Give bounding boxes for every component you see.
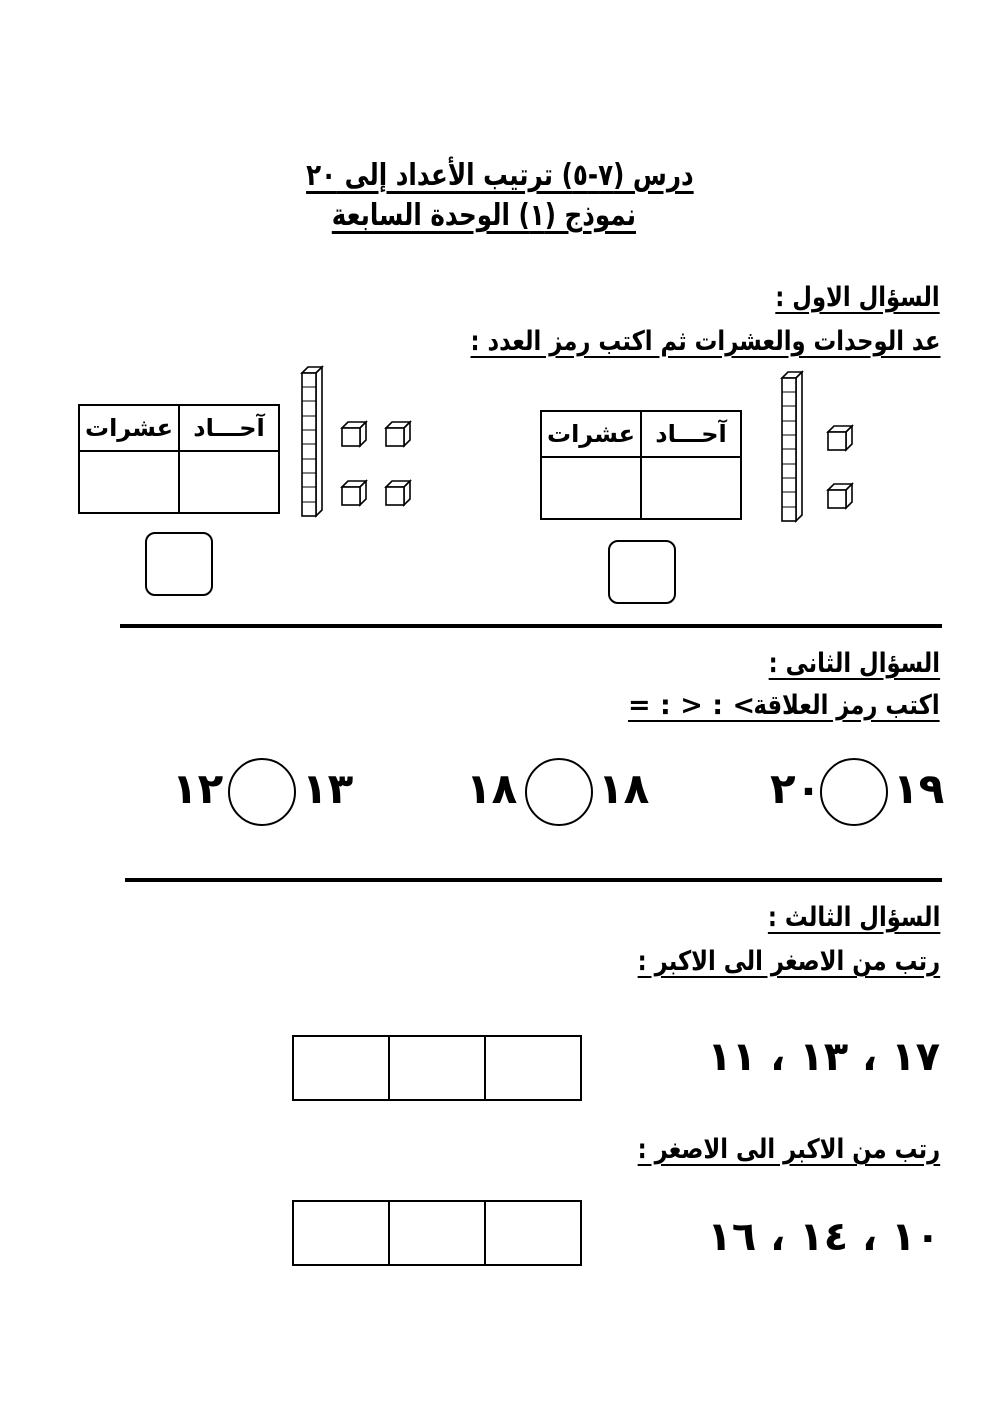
comparison-left-number: ١٣	[302, 764, 354, 813]
number-answer-box-left[interactable]	[145, 532, 213, 596]
ones-header: آحـــاد	[641, 411, 741, 457]
number-answer-box-right[interactable]	[608, 540, 676, 604]
answer-box[interactable]	[484, 1202, 580, 1264]
unit-subtitle: نموذج (١) الوحدة السابعة	[331, 198, 636, 233]
comparison-answer-circle[interactable]	[820, 758, 888, 826]
comparison-answer-circle[interactable]	[525, 758, 593, 826]
comparison-left-number: ١٩	[893, 764, 945, 813]
relation-symbols: = : > : <	[628, 690, 756, 721]
unit-cube-icon	[386, 422, 410, 446]
comparison-answer-circle[interactable]	[228, 758, 296, 826]
place-value-table-left	[78, 404, 280, 514]
q3-instruction-asc: رتب من الاصغر الى الاكبر :	[637, 946, 940, 977]
q3-instruction-desc: رتب من الاكبر الى الاصغر :	[637, 1134, 940, 1165]
tens-answer-cell[interactable]	[541, 457, 641, 519]
answer-box[interactable]	[484, 1037, 580, 1099]
answer-box[interactable]	[294, 1037, 388, 1099]
sequence-asc: ١٧ ، ١٣ ، ١١	[707, 1034, 940, 1080]
comparison-right-number: ١٢	[172, 764, 224, 813]
unit-cube-icon	[828, 484, 852, 508]
tens-header: عشرات	[79, 405, 179, 451]
comparison-right-number: ٢٠	[770, 764, 822, 813]
answer-boxes-asc	[292, 1035, 582, 1101]
ones-answer-cell[interactable]	[179, 451, 279, 513]
unit-cube-icon	[342, 422, 366, 446]
base-ten-blocks-right	[770, 370, 860, 525]
base-ten-blocks-left	[290, 365, 420, 520]
tens-rod-icon	[782, 372, 802, 521]
comparison-left-number: ١٨	[598, 764, 650, 813]
tens-rod-icon	[302, 367, 322, 516]
ones-header: آحـــاد	[179, 405, 279, 451]
answer-boxes-desc	[292, 1200, 582, 1266]
section-divider	[125, 878, 942, 882]
q3-heading: السؤال الثالث :	[767, 902, 940, 933]
answer-box[interactable]	[388, 1037, 484, 1099]
unit-cube-icon	[828, 426, 852, 450]
q1-instruction: عد الوحدات والعشرات ثم اكتب رمز العدد :	[470, 326, 940, 357]
tens-header: عشرات	[541, 411, 641, 457]
comparison-right-number: ١٨	[466, 764, 518, 813]
sequence-desc: ١٠ ، ١٤ ، ١٦	[707, 1214, 940, 1260]
lesson-title: درس (٧-٥) ترتيب الأعداد إلى ٢٠	[306, 158, 694, 193]
answer-box[interactable]	[294, 1202, 388, 1264]
q1-heading: السؤال الاول :	[775, 282, 940, 313]
section-divider	[120, 624, 942, 628]
unit-cube-icon	[386, 481, 410, 505]
q2-heading: السؤال الثانى :	[768, 648, 940, 679]
unit-cube-icon	[342, 481, 366, 505]
place-value-table-right	[540, 410, 742, 520]
answer-box[interactable]	[388, 1202, 484, 1264]
ones-answer-cell[interactable]	[641, 457, 741, 519]
tens-answer-cell[interactable]	[79, 451, 179, 513]
q2-instruction: اكتب رمز العلاقة	[753, 690, 940, 721]
